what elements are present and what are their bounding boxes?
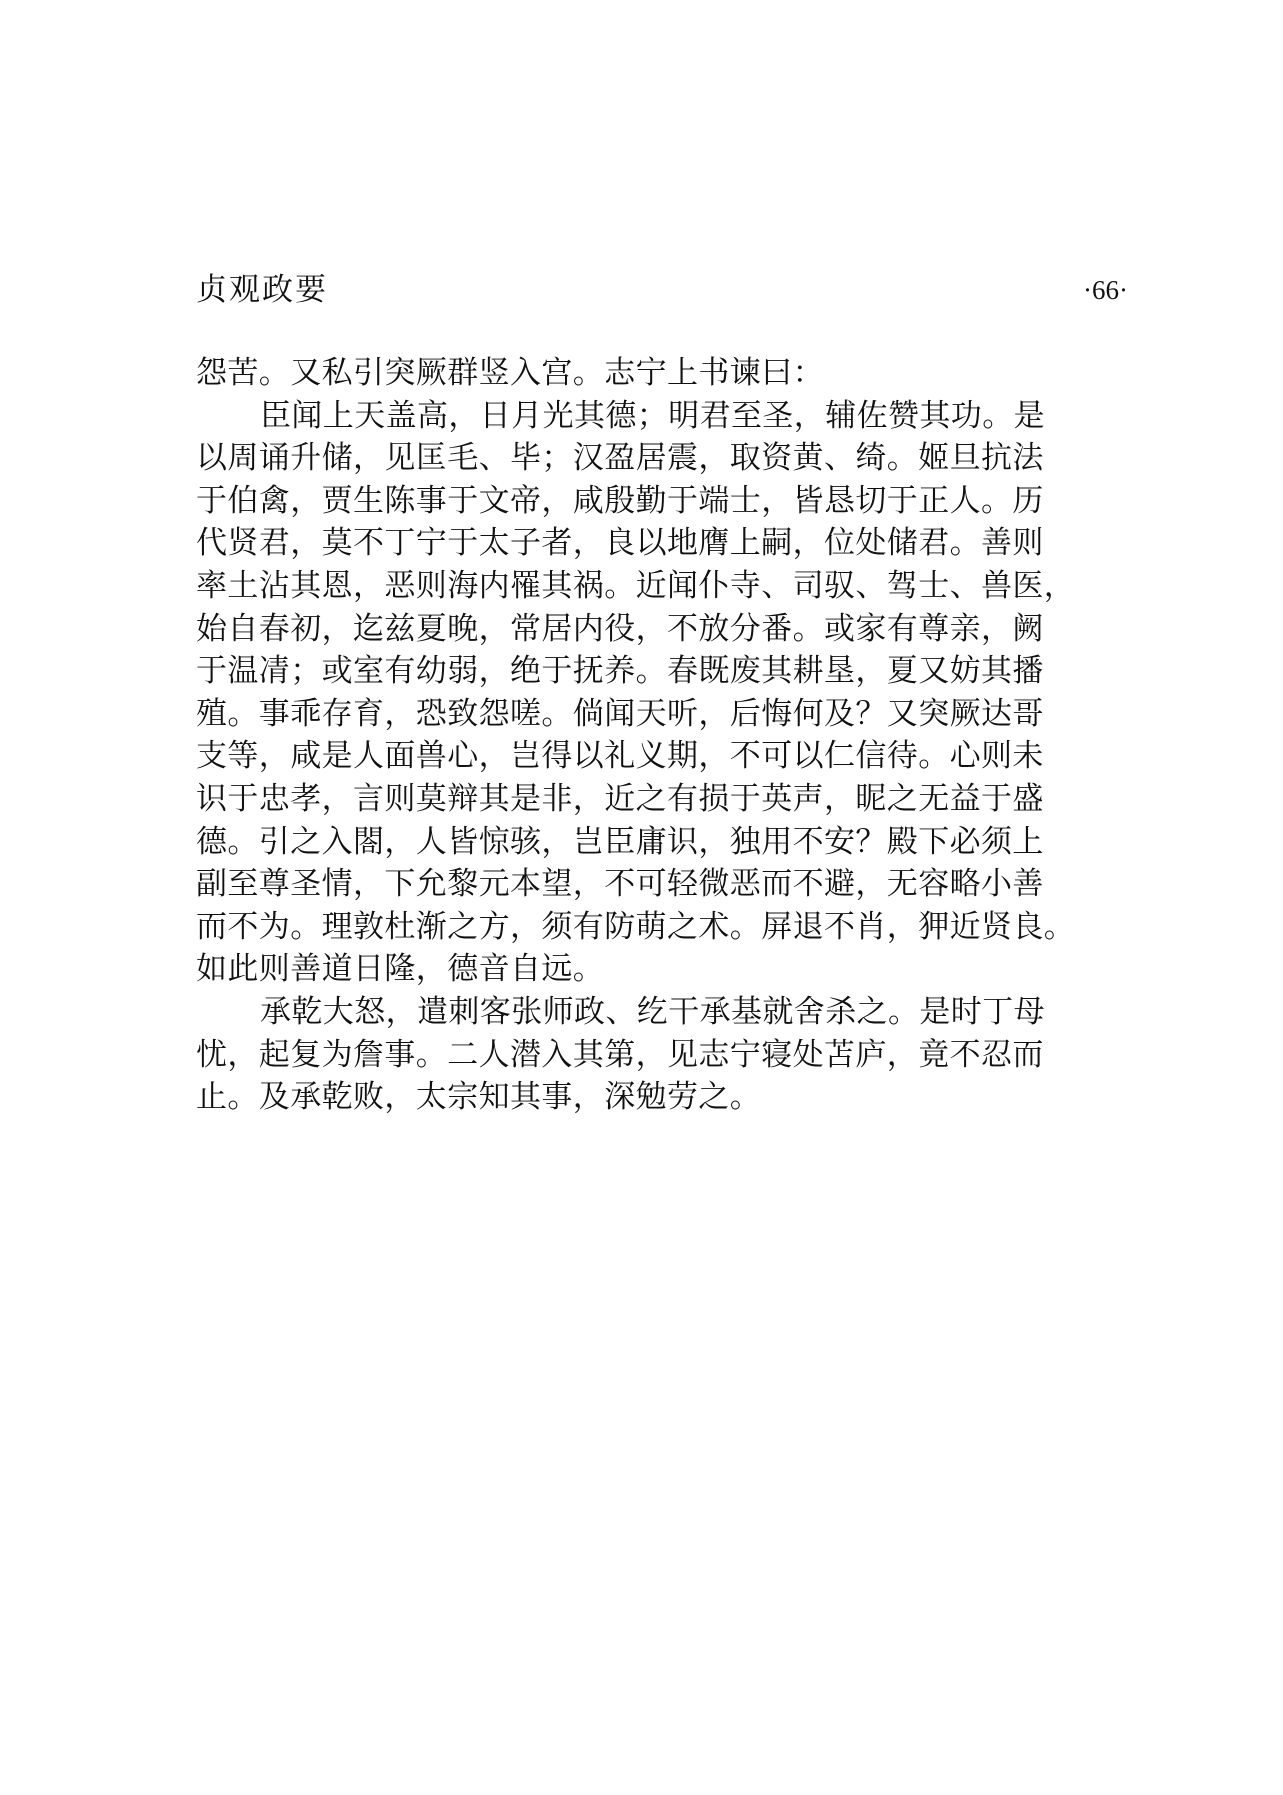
text-line: 始自春初，迄兹夏晚，常居内役，不放分番。或家有尊亲，阙 [196, 610, 1044, 647]
text-line: 副至尊圣情，下允黎元本望，不可轻微恶而不避，无容略小善 [196, 866, 1044, 903]
page-number: ·66· [1083, 275, 1128, 305]
text-line: 代贤君，莫不丁宁于太子者，良以地膺上嗣，位处储君。善则 [196, 525, 1044, 562]
page-header [196, 268, 1128, 312]
text-line: 臣闻上天盖高，日月光其德；明君至圣，辅佐赞其功。是 [260, 397, 1045, 434]
text-line: 支等，咸是人面兽心，岂得以礼义期，不可以仁信待。心则未 [196, 738, 1044, 775]
text-line: 怨苦。又私引突厥群竖入宫。志宁上书谏曰： [196, 355, 824, 391]
text-line: 德。引之入閤，人皆惊骇，岂臣庸识，独用不安？殿下必须上 [196, 823, 1044, 860]
text-line: 于伯禽，贾生陈事于文帝，咸殷勤于端士，皆恳切于正人。历 [196, 482, 1044, 519]
book-title: 贞观政要 [196, 272, 328, 308]
text-line: 殖。事乖存育，恐致怨嗟。倘闻天听，后悔何及？又突厥达哥 [196, 695, 1044, 732]
text-line: 忧，起复为詹事。二人潜入其第，见志宁寝处苫庐，竟不忍而 [196, 1036, 1044, 1073]
body-text [196, 352, 1128, 1119]
text-line: 止。及承乾败，太宗知其事，深勉劳之。 [196, 1079, 762, 1116]
text-line: 于温凊；或室有幼弱，绝于抚养。春既废其耕垦，夏又妨其播 [196, 653, 1044, 690]
text-line: 识于忠孝，言则莫辩其是非，近之有损于英声，昵之无益于盛 [196, 780, 1044, 817]
text-line: 而不为。理敦杜渐之方，须有防萌之术。屏退不肖，狎近贤良。 [196, 908, 1076, 945]
text-line: 承乾大怒，遣刺客张师政、纥干承基就舍杀之。是时丁母 [260, 993, 1045, 1030]
text-line: 以周诵升储，见匡毛、毕；汉盈居震，取资黄、绮。姬旦抗法 [196, 440, 1044, 477]
text-line: 如此则善道日隆，德音自远。 [196, 951, 605, 988]
text-line: 率土沾其恩，恶则海内罹其祸。近闻仆寺、司驭、驾士、兽医， [196, 567, 1076, 604]
